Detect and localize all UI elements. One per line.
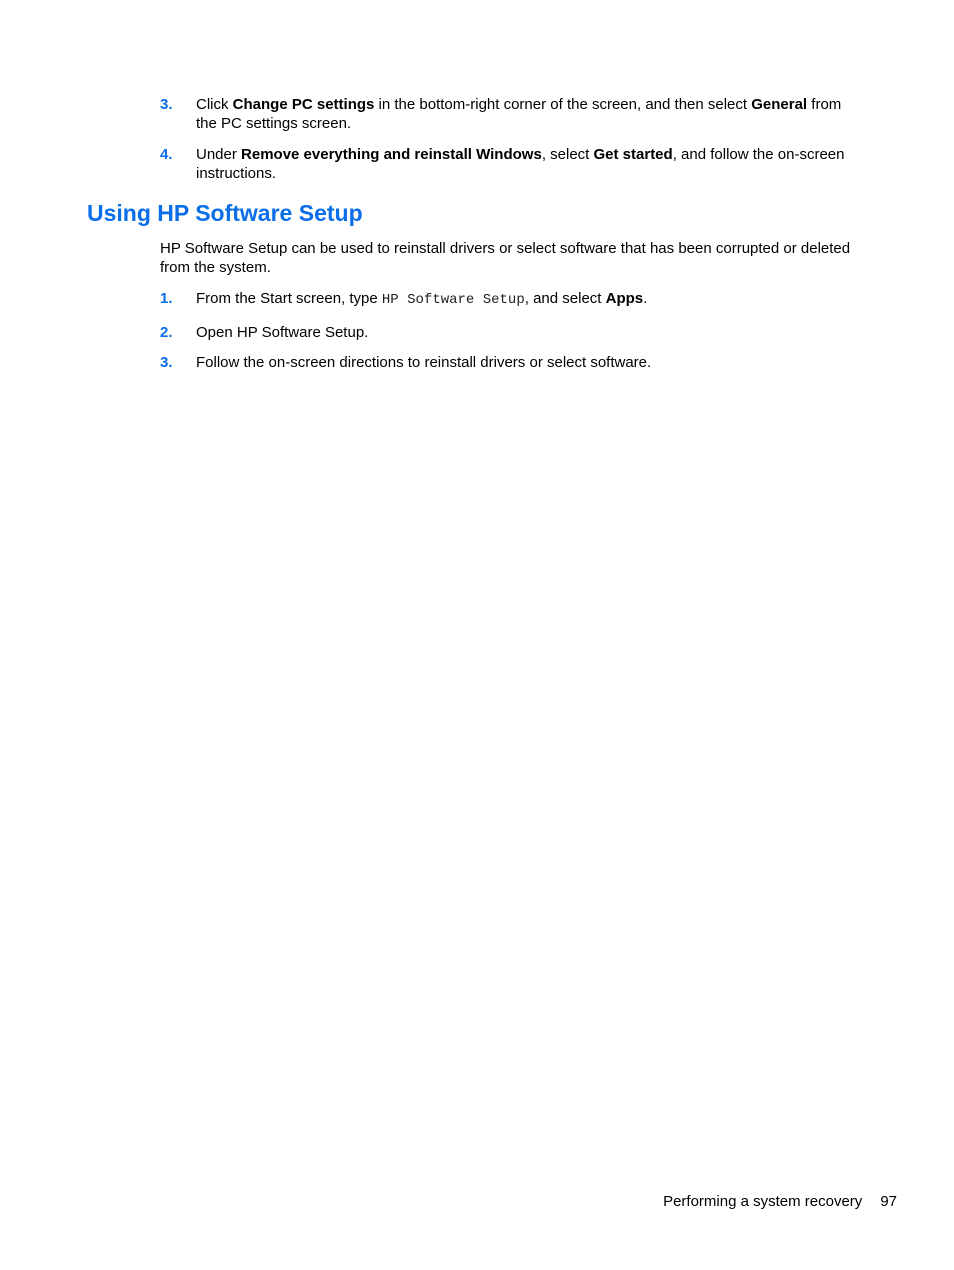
step-text-part: From the Start screen, type [196,290,382,307]
step-text [196,96,841,132]
list-item [160,353,860,372]
footer-chapter: Performing a system recovery [663,1193,863,1210]
bold-term: General [751,96,808,113]
page-number: 97 [880,1193,897,1210]
step-number: 3. [160,96,173,113]
top-step-list [160,95,860,183]
section-heading: Using HP Software Setup [87,200,363,226]
code-text: HP Software Setup [381,292,525,308]
bold-term: Get started [593,146,673,163]
step-text-part: Click [196,96,233,113]
step-text-part: Under [196,146,242,163]
step-text [196,146,844,182]
step-number: 3. [160,354,173,371]
page-footer [663,1192,897,1211]
bold-term: Change PC settings [232,96,375,113]
step-text-part: , and follow the on-screen instructions. [196,146,845,182]
step-text [196,290,647,307]
step-text: Open HP Software Setup. [196,324,369,341]
step-text: Follow the on-screen directions to reinstall drivers or select software. [196,354,652,371]
list-item [160,289,860,310]
step-text-part: , select [541,146,594,163]
list-item [160,95,860,133]
bold-term: Apps [605,290,644,307]
bold-term: Remove everything and reinstall Windows [241,146,542,163]
step-text-part: , and select [524,290,606,307]
section-intro: HP Software Setup can be used to reinstall drivers or select software that has been corrupted or deleted from the system. [160,240,851,276]
section-step-list [160,289,860,372]
step-text-part: in the bottom-right corner of the screen, and then select [374,96,752,113]
step-number: 4. [160,146,173,163]
list-item [160,323,860,342]
step-number: 1. [160,290,173,307]
step-number: 2. [160,324,173,341]
step-text-part: from the PC settings screen. [196,96,842,132]
step-text-part: . [643,290,648,307]
list-item [160,145,860,183]
